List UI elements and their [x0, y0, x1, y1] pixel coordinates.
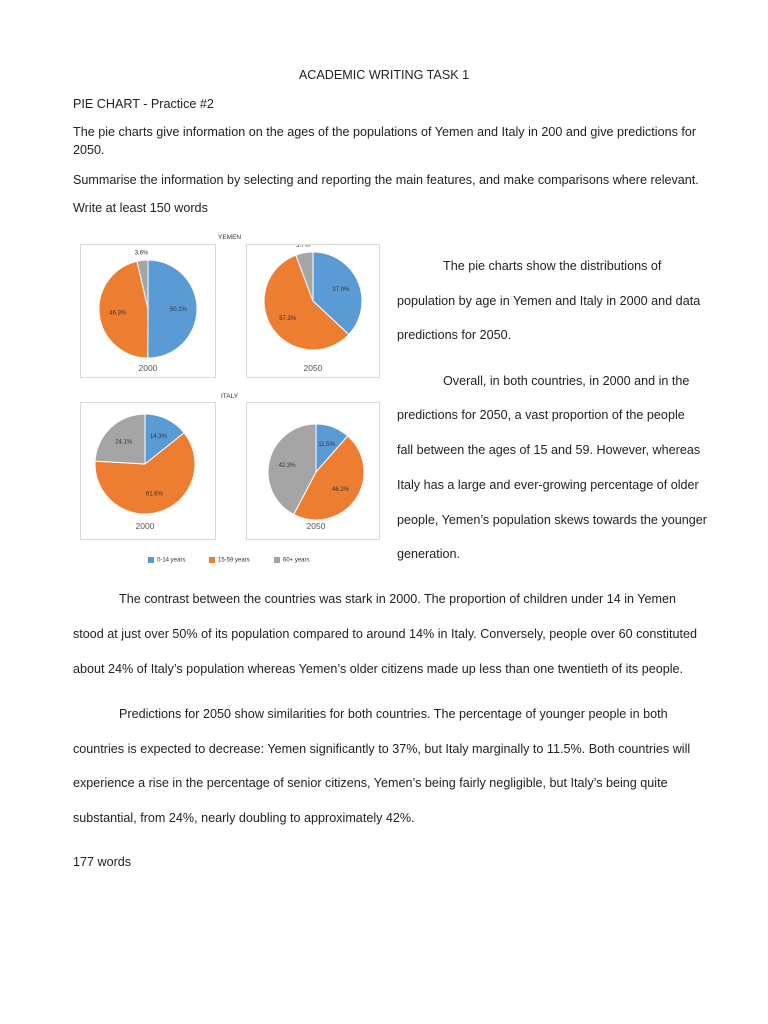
pie-data-label: 37.0%: [332, 286, 350, 293]
prompt-line-1: The pie charts give information on the ages of the populations of Yemen and Italy in 200 and give predictions for: [73, 125, 697, 139]
prompt-line-2: 2050.: [73, 143, 105, 157]
legend-swatch-old: [274, 557, 280, 563]
pie-chart-italy-2000: [81, 403, 215, 539]
legend-label-young: 0-14 years: [157, 557, 186, 564]
side-text-line: population by age in Yemen and Italy in 2000 and data: [397, 294, 701, 308]
body-text-line: experience a rise in the percentage of senior citizens, Yemen’s being fairly negligible, but Italy’s being quite: [73, 776, 668, 790]
instruction-text: Summarise the information by selecting and reporting the main features, and make comparisons where relevant.: [73, 173, 699, 187]
pie-data-label: 42.3%: [278, 462, 296, 469]
pie-year-label: 2000: [135, 521, 155, 531]
word-requirement: Write at least 150 words: [73, 201, 208, 215]
pie-data-label: 3.6%: [134, 250, 149, 257]
legend-swatch-young: [148, 557, 154, 563]
legend-item-young: [148, 557, 185, 564]
chart-panel-italy-2050: [246, 402, 380, 540]
pie-data-label: 24.1%: [115, 439, 133, 446]
body-text-line: Predictions for 2050 show similarities for both countries. The percentage of younger people in both: [119, 707, 668, 721]
side-text-line: The pie charts show the distributions of: [443, 259, 662, 273]
pie-data-label: 14.3%: [149, 434, 167, 441]
side-text-line: predictions for 2050, a vast proportion of the people: [397, 408, 685, 422]
pie-year-label: 2050: [306, 521, 326, 531]
pie-data-label: 50.1%: [169, 307, 187, 314]
pie-chart-yemen-2000: [81, 245, 215, 377]
pie-data-label: 57.3%: [279, 315, 297, 322]
pie-chart-yemen-2050: [247, 245, 379, 377]
side-text-line: Italy has a large and ever-growing percentage of older: [397, 478, 699, 492]
pie-data-label: 11.5%: [318, 442, 335, 449]
legend-label-old: 60+ years: [283, 557, 310, 564]
side-text-line: fall between the ages of 15 and 59. However, whereas: [397, 443, 701, 457]
legend-item-old: [274, 557, 310, 564]
legend-item-middle: [209, 557, 250, 564]
page-subtitle: PIE CHART - Practice #2: [73, 97, 214, 111]
chart-panel-yemen-2000: [80, 244, 216, 378]
page-title: ACADEMIC WRITING TASK 1: [298, 68, 470, 82]
side-text-line: generation.: [397, 547, 461, 561]
side-text-line: people, Yemen’s population skews towards the younger: [397, 513, 707, 527]
side-text-line: predictions for 2050.: [397, 328, 512, 342]
body-text-line: The contrast between the countries was stark in 2000. The proportion of children under 14 in Yemen: [119, 592, 677, 606]
pie-data-label: 46.2%: [332, 486, 350, 493]
legend-label-middle: 15-59 years: [218, 557, 250, 564]
word-count: 177 words: [73, 855, 132, 869]
body-text-line: substantial, from 24%, nearly doubling to approximately 42%.: [73, 811, 415, 825]
chart-title-yemen: YEMEN: [218, 234, 242, 241]
chart-panel-yemen-2050: [246, 244, 380, 378]
pie-data-label: 61.6%: [145, 491, 163, 498]
pie-year-label: 2000: [138, 363, 158, 373]
pie-year-label: 2050: [303, 363, 323, 373]
body-text-line: about 24% of Italy’s population whereas Yemen’s older citizens made up less than one twentieth of its people.: [73, 662, 684, 676]
legend-swatch-middle: [209, 557, 215, 563]
pie-chart-italy-2050: [247, 403, 379, 539]
chart-title-italy: ITALY: [221, 393, 239, 400]
pie-data-label: 5.7%: [296, 245, 310, 249]
body-text-line: stood at just over 50% of its population compared to around 14% in Italy. Conversely, people over 60 constituted: [73, 627, 697, 641]
side-text-line: Overall, in both countries, in 2000 and in the: [443, 374, 690, 388]
body-text-line: countries is expected to decrease: Yemen significantly to 37%, but Italy marginally to 11.5%. Both countries will: [73, 742, 691, 756]
pie-data-label: 46.3%: [109, 310, 127, 317]
chart-panel-italy-2000: [80, 402, 216, 540]
